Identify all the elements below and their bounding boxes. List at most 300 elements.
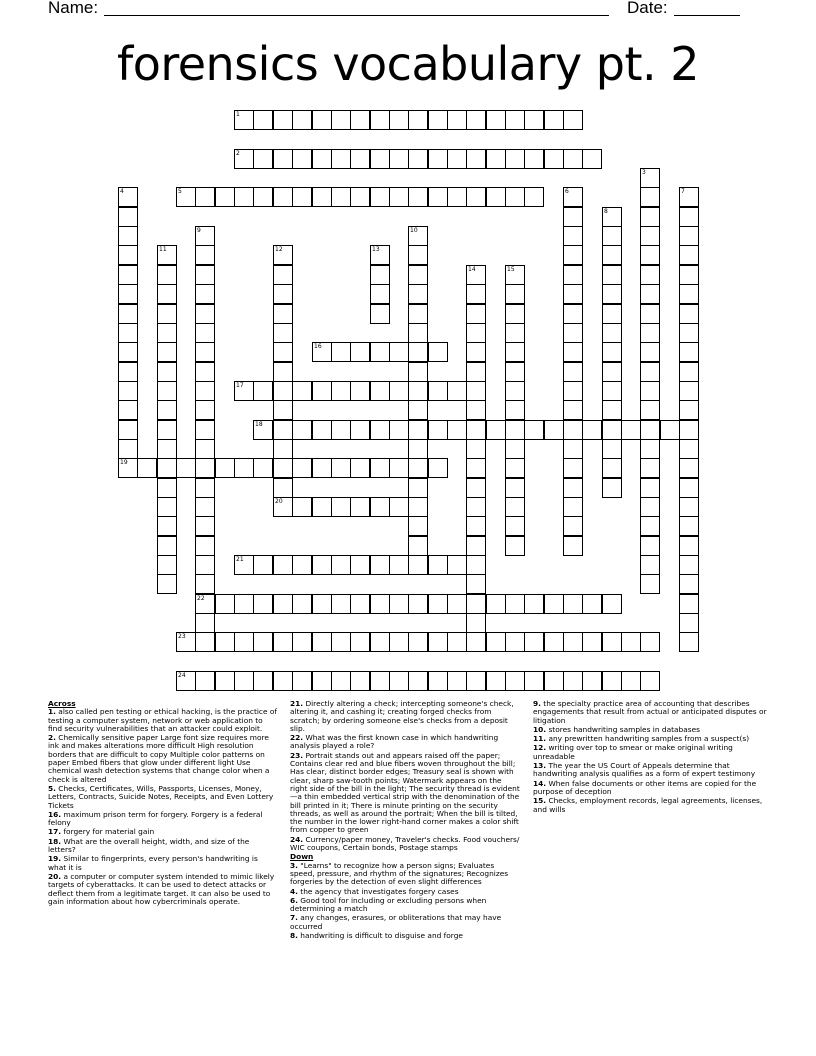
grid-cell[interactable] xyxy=(447,149,467,169)
grid-cell[interactable] xyxy=(408,226,428,246)
grid-cell[interactable] xyxy=(602,671,622,691)
grid-cell[interactable] xyxy=(563,284,583,304)
grid-cell[interactable] xyxy=(408,362,428,382)
grid-cell[interactable] xyxy=(273,420,293,440)
grid-cell[interactable] xyxy=(505,381,525,401)
grid-cell[interactable] xyxy=(679,342,699,362)
grid-cell[interactable] xyxy=(331,110,351,130)
grid-cell[interactable] xyxy=(408,536,428,556)
grid-cell[interactable] xyxy=(505,420,525,440)
grid-cell[interactable] xyxy=(215,671,235,691)
grid-cell[interactable] xyxy=(486,187,506,207)
grid-cell[interactable] xyxy=(118,342,138,362)
grid-cell[interactable] xyxy=(621,632,641,652)
grid-cell[interactable] xyxy=(118,304,138,324)
grid-cell[interactable] xyxy=(370,284,390,304)
grid-cell[interactable] xyxy=(602,632,622,652)
grid-cell[interactable] xyxy=(389,594,409,614)
grid-cell[interactable] xyxy=(370,187,390,207)
grid-cell[interactable] xyxy=(292,632,312,652)
grid-cell[interactable] xyxy=(176,187,196,207)
grid-cell[interactable] xyxy=(679,516,699,536)
grid-cell[interactable] xyxy=(350,458,370,478)
grid-cell[interactable] xyxy=(602,304,622,324)
grid-cell[interactable] xyxy=(292,187,312,207)
grid-cell[interactable] xyxy=(563,671,583,691)
grid-cell[interactable] xyxy=(331,594,351,614)
grid-cell[interactable] xyxy=(331,381,351,401)
grid-cell[interactable] xyxy=(234,555,254,575)
grid-cell[interactable] xyxy=(679,265,699,285)
grid-cell[interactable] xyxy=(157,245,177,265)
grid-cell[interactable] xyxy=(273,110,293,130)
grid-cell[interactable] xyxy=(370,632,390,652)
grid-cell[interactable] xyxy=(408,458,428,478)
grid-cell[interactable] xyxy=(640,362,660,382)
grid-cell[interactable] xyxy=(157,265,177,285)
grid-cell[interactable] xyxy=(563,265,583,285)
grid-cell[interactable] xyxy=(466,265,486,285)
grid-cell[interactable] xyxy=(350,381,370,401)
grid-cell[interactable] xyxy=(195,478,215,498)
grid-cell[interactable] xyxy=(234,110,254,130)
grid-cell[interactable] xyxy=(253,632,273,652)
grid-cell[interactable] xyxy=(118,207,138,227)
grid-cell[interactable] xyxy=(466,458,486,478)
grid-cell[interactable] xyxy=(466,323,486,343)
grid-cell[interactable] xyxy=(253,555,273,575)
grid-cell[interactable] xyxy=(234,671,254,691)
grid-cell[interactable] xyxy=(370,594,390,614)
grid-cell[interactable] xyxy=(640,478,660,498)
grid-cell[interactable] xyxy=(408,497,428,517)
grid-cell[interactable] xyxy=(466,632,486,652)
grid-cell[interactable] xyxy=(273,594,293,614)
grid-cell[interactable] xyxy=(195,381,215,401)
grid-cell[interactable] xyxy=(486,420,506,440)
grid-cell[interactable] xyxy=(195,342,215,362)
grid-cell[interactable] xyxy=(447,632,467,652)
grid-cell[interactable] xyxy=(253,458,273,478)
grid-cell[interactable] xyxy=(389,420,409,440)
grid-cell[interactable] xyxy=(292,149,312,169)
grid-cell[interactable] xyxy=(582,632,602,652)
grid-cell[interactable] xyxy=(389,110,409,130)
grid-cell[interactable] xyxy=(563,381,583,401)
grid-cell[interactable] xyxy=(312,381,332,401)
grid-cell[interactable] xyxy=(640,284,660,304)
grid-cell[interactable] xyxy=(505,342,525,362)
grid-cell[interactable] xyxy=(660,420,680,440)
grid-cell[interactable] xyxy=(408,110,428,130)
grid-cell[interactable] xyxy=(370,265,390,285)
grid-cell[interactable] xyxy=(118,265,138,285)
grid-cell[interactable] xyxy=(602,458,622,478)
grid-cell[interactable] xyxy=(679,362,699,382)
grid-cell[interactable] xyxy=(408,381,428,401)
grid-cell[interactable] xyxy=(679,478,699,498)
grid-cell[interactable] xyxy=(350,632,370,652)
grid-cell[interactable] xyxy=(350,594,370,614)
grid-cell[interactable] xyxy=(505,478,525,498)
grid-cell[interactable] xyxy=(447,110,467,130)
grid-cell[interactable] xyxy=(486,671,506,691)
grid-cell[interactable] xyxy=(253,420,273,440)
grid-cell[interactable] xyxy=(195,516,215,536)
grid-cell[interactable] xyxy=(408,323,428,343)
grid-cell[interactable] xyxy=(118,458,138,478)
grid-cell[interactable] xyxy=(408,420,428,440)
grid-cell[interactable] xyxy=(466,671,486,691)
grid-cell[interactable] xyxy=(331,632,351,652)
grid-cell[interactable] xyxy=(640,381,660,401)
grid-cell[interactable] xyxy=(428,458,448,478)
grid-cell[interactable] xyxy=(195,245,215,265)
grid-cell[interactable] xyxy=(640,497,660,517)
grid-cell[interactable] xyxy=(292,671,312,691)
grid-cell[interactable] xyxy=(563,323,583,343)
grid-cell[interactable] xyxy=(370,110,390,130)
grid-cell[interactable] xyxy=(524,187,544,207)
grid-cell[interactable] xyxy=(582,420,602,440)
grid-cell[interactable] xyxy=(505,400,525,420)
grid-cell[interactable] xyxy=(292,420,312,440)
grid-cell[interactable] xyxy=(679,555,699,575)
grid-cell[interactable] xyxy=(505,323,525,343)
grid-cell[interactable] xyxy=(602,226,622,246)
grid-cell[interactable] xyxy=(602,439,622,459)
grid-cell[interactable] xyxy=(505,110,525,130)
grid-cell[interactable] xyxy=(157,478,177,498)
grid-cell[interactable] xyxy=(563,207,583,227)
grid-cell[interactable] xyxy=(428,632,448,652)
grid-cell[interactable] xyxy=(234,187,254,207)
grid-cell[interactable] xyxy=(679,536,699,556)
grid-cell[interactable] xyxy=(447,555,467,575)
grid-cell[interactable] xyxy=(428,149,448,169)
grid-cell[interactable] xyxy=(176,458,196,478)
grid-cell[interactable] xyxy=(273,632,293,652)
grid-cell[interactable] xyxy=(118,420,138,440)
grid-cell[interactable] xyxy=(312,458,332,478)
grid-cell[interactable] xyxy=(195,458,215,478)
grid-cell[interactable] xyxy=(505,536,525,556)
grid-cell[interactable] xyxy=(466,110,486,130)
grid-cell[interactable] xyxy=(640,304,660,324)
grid-cell[interactable] xyxy=(215,458,235,478)
grid-cell[interactable] xyxy=(466,149,486,169)
grid-cell[interactable] xyxy=(118,439,138,459)
grid-cell[interactable] xyxy=(292,110,312,130)
grid-cell[interactable] xyxy=(486,110,506,130)
grid-cell[interactable] xyxy=(505,671,525,691)
grid-cell[interactable] xyxy=(331,149,351,169)
grid-cell[interactable] xyxy=(447,671,467,691)
grid-cell[interactable] xyxy=(466,304,486,324)
grid-cell[interactable] xyxy=(428,110,448,130)
grid-cell[interactable] xyxy=(466,516,486,536)
grid-cell[interactable] xyxy=(428,381,448,401)
grid-cell[interactable] xyxy=(195,574,215,594)
grid-cell[interactable] xyxy=(176,632,196,652)
grid-cell[interactable] xyxy=(370,497,390,517)
grid-cell[interactable] xyxy=(157,458,177,478)
grid-cell[interactable] xyxy=(273,671,293,691)
grid-cell[interactable] xyxy=(428,420,448,440)
grid-cell[interactable] xyxy=(253,594,273,614)
grid-cell[interactable] xyxy=(312,110,332,130)
grid-cell[interactable] xyxy=(118,245,138,265)
grid-cell[interactable] xyxy=(331,671,351,691)
grid-cell[interactable] xyxy=(428,594,448,614)
grid-cell[interactable] xyxy=(253,671,273,691)
grid-cell[interactable] xyxy=(331,187,351,207)
grid-cell[interactable] xyxy=(331,555,351,575)
grid-cell[interactable] xyxy=(292,458,312,478)
grid-cell[interactable] xyxy=(176,671,196,691)
grid-cell[interactable] xyxy=(408,555,428,575)
grid-cell[interactable] xyxy=(389,458,409,478)
grid-cell[interactable] xyxy=(389,497,409,517)
grid-cell[interactable] xyxy=(253,149,273,169)
grid-cell[interactable] xyxy=(505,187,525,207)
grid-cell[interactable] xyxy=(544,594,564,614)
grid-cell[interactable] xyxy=(118,187,138,207)
grid-cell[interactable] xyxy=(118,381,138,401)
grid-cell[interactable] xyxy=(273,304,293,324)
grid-cell[interactable] xyxy=(679,207,699,227)
grid-cell[interactable] xyxy=(679,381,699,401)
grid-cell[interactable] xyxy=(350,420,370,440)
grid-cell[interactable] xyxy=(679,400,699,420)
grid-cell[interactable] xyxy=(195,226,215,246)
grid-cell[interactable] xyxy=(602,420,622,440)
grid-cell[interactable] xyxy=(563,187,583,207)
grid-cell[interactable] xyxy=(389,149,409,169)
grid-cell[interactable] xyxy=(195,265,215,285)
grid-cell[interactable] xyxy=(195,400,215,420)
grid-cell[interactable] xyxy=(486,149,506,169)
grid-cell[interactable] xyxy=(563,149,583,169)
grid-cell[interactable] xyxy=(234,458,254,478)
grid-cell[interactable] xyxy=(157,284,177,304)
grid-cell[interactable] xyxy=(195,536,215,556)
grid-cell[interactable] xyxy=(602,207,622,227)
grid-cell[interactable] xyxy=(312,671,332,691)
grid-cell[interactable] xyxy=(234,381,254,401)
grid-cell[interactable] xyxy=(486,632,506,652)
grid-cell[interactable] xyxy=(640,574,660,594)
grid-cell[interactable] xyxy=(563,110,583,130)
grid-cell[interactable] xyxy=(157,497,177,517)
grid-cell[interactable] xyxy=(679,497,699,517)
grid-cell[interactable] xyxy=(602,245,622,265)
grid-cell[interactable] xyxy=(544,110,564,130)
grid-cell[interactable] xyxy=(273,381,293,401)
grid-cell[interactable] xyxy=(273,555,293,575)
grid-cell[interactable] xyxy=(118,323,138,343)
grid-cell[interactable] xyxy=(563,420,583,440)
grid-cell[interactable] xyxy=(350,342,370,362)
grid-cell[interactable] xyxy=(370,149,390,169)
grid-cell[interactable] xyxy=(408,439,428,459)
grid-cell[interactable] xyxy=(195,613,215,633)
grid-cell[interactable] xyxy=(273,439,293,459)
grid-cell[interactable] xyxy=(505,362,525,382)
grid-cell[interactable] xyxy=(544,632,564,652)
grid-cell[interactable] xyxy=(563,516,583,536)
grid-cell[interactable] xyxy=(640,632,660,652)
grid-cell[interactable] xyxy=(331,420,351,440)
grid-cell[interactable] xyxy=(389,381,409,401)
grid-cell[interactable] xyxy=(602,381,622,401)
grid-cell[interactable] xyxy=(408,187,428,207)
grid-cell[interactable] xyxy=(524,632,544,652)
grid-cell[interactable] xyxy=(137,458,157,478)
grid-cell[interactable] xyxy=(157,439,177,459)
grid-cell[interactable] xyxy=(273,245,293,265)
grid-cell[interactable] xyxy=(621,420,641,440)
grid-cell[interactable] xyxy=(157,536,177,556)
grid-cell[interactable] xyxy=(157,381,177,401)
grid-cell[interactable] xyxy=(273,265,293,285)
grid-cell[interactable] xyxy=(466,439,486,459)
grid-cell[interactable] xyxy=(428,671,448,691)
grid-cell[interactable] xyxy=(466,187,486,207)
grid-cell[interactable] xyxy=(679,226,699,246)
grid-cell[interactable] xyxy=(640,342,660,362)
grid-cell[interactable] xyxy=(350,149,370,169)
grid-cell[interactable] xyxy=(428,555,448,575)
grid-cell[interactable] xyxy=(447,420,467,440)
grid-cell[interactable] xyxy=(544,149,564,169)
grid-cell[interactable] xyxy=(640,265,660,285)
grid-cell[interactable] xyxy=(253,187,273,207)
grid-cell[interactable] xyxy=(428,187,448,207)
grid-cell[interactable] xyxy=(466,381,486,401)
grid-cell[interactable] xyxy=(350,187,370,207)
grid-cell[interactable] xyxy=(370,420,390,440)
grid-cell[interactable] xyxy=(640,420,660,440)
grid-cell[interactable] xyxy=(273,284,293,304)
grid-cell[interactable] xyxy=(370,304,390,324)
grid-cell[interactable] xyxy=(350,671,370,691)
grid-cell[interactable] xyxy=(118,284,138,304)
grid-cell[interactable] xyxy=(563,594,583,614)
grid-cell[interactable] xyxy=(408,149,428,169)
grid-cell[interactable] xyxy=(466,594,486,614)
grid-cell[interactable] xyxy=(563,245,583,265)
grid-cell[interactable] xyxy=(331,342,351,362)
grid-cell[interactable] xyxy=(679,245,699,265)
grid-cell[interactable] xyxy=(370,458,390,478)
grid-cell[interactable] xyxy=(408,516,428,536)
grid-cell[interactable] xyxy=(408,265,428,285)
grid-cell[interactable] xyxy=(679,304,699,324)
grid-cell[interactable] xyxy=(157,304,177,324)
grid-cell[interactable] xyxy=(602,342,622,362)
grid-cell[interactable] xyxy=(563,497,583,517)
grid-cell[interactable] xyxy=(640,516,660,536)
grid-cell[interactable] xyxy=(505,304,525,324)
grid-cell[interactable] xyxy=(640,245,660,265)
grid-cell[interactable] xyxy=(679,187,699,207)
grid-cell[interactable] xyxy=(640,671,660,691)
grid-cell[interactable] xyxy=(640,207,660,227)
grid-cell[interactable] xyxy=(640,323,660,343)
grid-cell[interactable] xyxy=(195,594,215,614)
grid-cell[interactable] xyxy=(273,458,293,478)
grid-cell[interactable] xyxy=(273,342,293,362)
grid-cell[interactable] xyxy=(292,594,312,614)
grid-cell[interactable] xyxy=(273,400,293,420)
grid-cell[interactable] xyxy=(292,497,312,517)
grid-cell[interactable] xyxy=(582,671,602,691)
grid-cell[interactable] xyxy=(447,187,467,207)
grid-cell[interactable] xyxy=(466,420,486,440)
grid-cell[interactable] xyxy=(602,594,622,614)
grid-cell[interactable] xyxy=(195,497,215,517)
grid-cell[interactable] xyxy=(118,362,138,382)
grid-cell[interactable] xyxy=(679,458,699,478)
grid-cell[interactable] xyxy=(157,342,177,362)
grid-cell[interactable] xyxy=(408,400,428,420)
grid-cell[interactable] xyxy=(428,342,448,362)
grid-cell[interactable] xyxy=(640,187,660,207)
grid-cell[interactable] xyxy=(505,497,525,517)
grid-cell[interactable] xyxy=(563,478,583,498)
grid-cell[interactable] xyxy=(408,671,428,691)
grid-cell[interactable] xyxy=(195,323,215,343)
grid-cell[interactable] xyxy=(273,323,293,343)
grid-cell[interactable] xyxy=(505,516,525,536)
grid-cell[interactable] xyxy=(157,555,177,575)
grid-cell[interactable] xyxy=(602,362,622,382)
grid-cell[interactable] xyxy=(505,149,525,169)
grid-cell[interactable] xyxy=(312,187,332,207)
grid-cell[interactable] xyxy=(215,632,235,652)
grid-cell[interactable] xyxy=(602,478,622,498)
grid-cell[interactable] xyxy=(312,420,332,440)
grid-cell[interactable] xyxy=(640,400,660,420)
grid-cell[interactable] xyxy=(679,574,699,594)
grid-cell[interactable] xyxy=(370,671,390,691)
grid-cell[interactable] xyxy=(466,497,486,517)
grid-cell[interactable] xyxy=(195,671,215,691)
grid-cell[interactable] xyxy=(331,458,351,478)
grid-cell[interactable] xyxy=(466,284,486,304)
grid-cell[interactable] xyxy=(273,497,293,517)
grid-cell[interactable] xyxy=(466,574,486,594)
grid-cell[interactable] xyxy=(118,226,138,246)
grid-cell[interactable] xyxy=(195,439,215,459)
grid-cell[interactable] xyxy=(157,574,177,594)
grid-cell[interactable] xyxy=(679,439,699,459)
grid-cell[interactable] xyxy=(389,342,409,362)
grid-cell[interactable] xyxy=(292,381,312,401)
grid-cell[interactable] xyxy=(389,555,409,575)
grid-cell[interactable] xyxy=(505,594,525,614)
grid-cell[interactable] xyxy=(524,420,544,440)
grid-cell[interactable] xyxy=(679,632,699,652)
grid-cell[interactable] xyxy=(466,555,486,575)
grid-cell[interactable] xyxy=(563,362,583,382)
grid-cell[interactable] xyxy=(447,594,467,614)
grid-cell[interactable] xyxy=(679,613,699,633)
grid-cell[interactable] xyxy=(524,110,544,130)
grid-cell[interactable] xyxy=(157,420,177,440)
grid-cell[interactable] xyxy=(273,149,293,169)
